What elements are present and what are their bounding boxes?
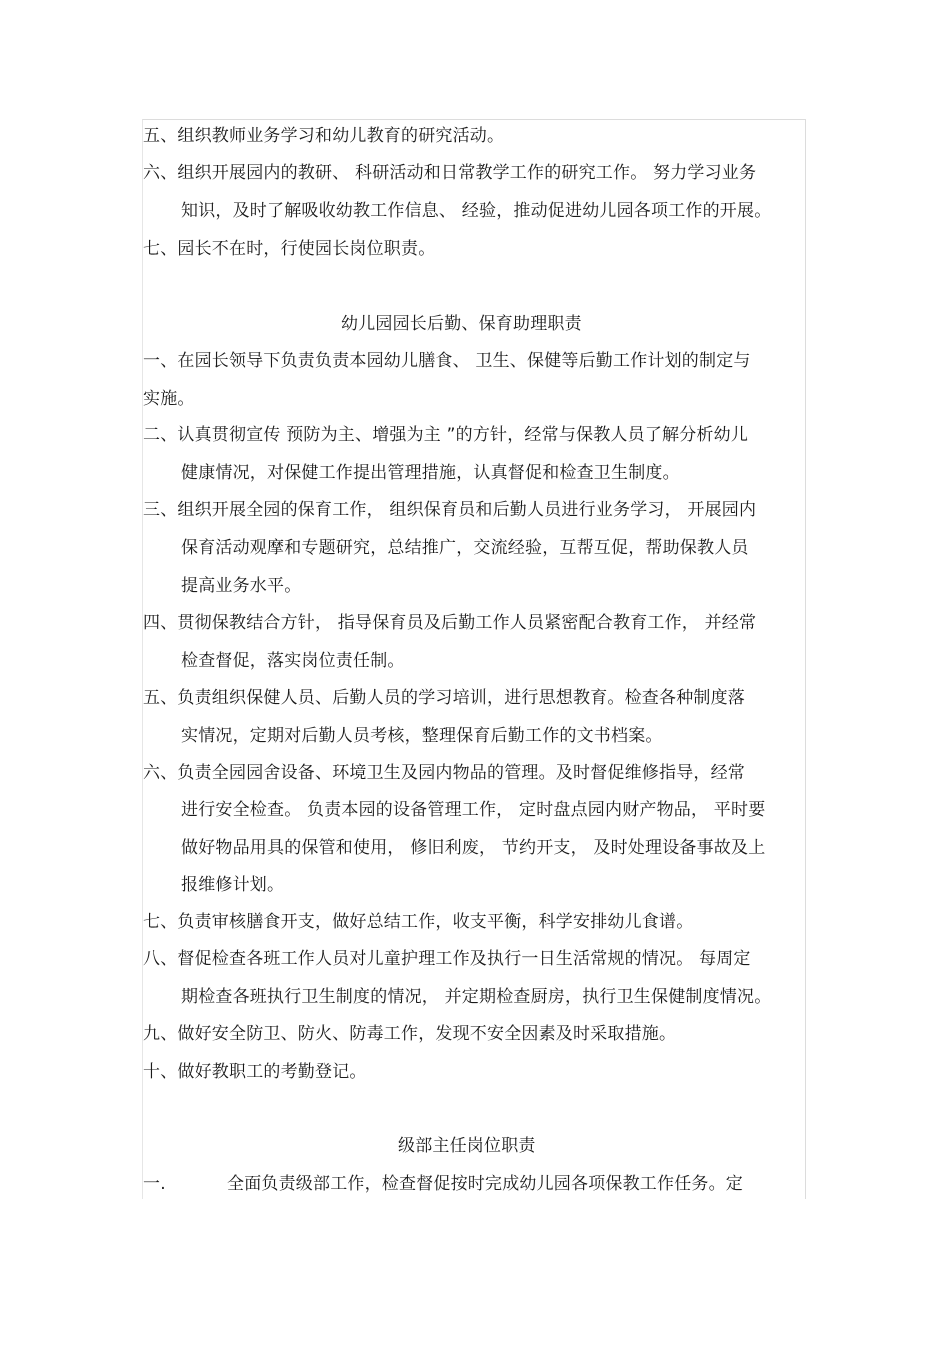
text-line: 保育活动观摩和专题研究，总结推广，交流经验，互帮互促，帮助保教人员 xyxy=(181,538,749,558)
section-title: 幼儿园园长后勤、保育助理职责 xyxy=(341,314,582,334)
section-title: 级部主任岗位职责 xyxy=(398,1136,536,1156)
text-line: 期检查各班执行卫生制度的情况， 并定期检查厨房，执行卫生保健制度情况。 xyxy=(181,987,772,1007)
text-line: 七、负责审核膳食开支，做好总结工作，收支平衡，科学安排幼儿食谱。 xyxy=(143,912,694,932)
text-line: 六、负责全园园舍设备、环境卫生及园内物品的管理。及时督促维修指导，经常 xyxy=(143,763,745,783)
text-line: 全面负责级部工作，检查督促按时完成幼儿园各项保教工作任务。定 xyxy=(227,1174,743,1194)
text-line: 知识，及时了解吸收幼教工作信息、 经验，推动促进幼儿园各项工作的开展。 xyxy=(181,201,772,221)
list-number: 一. xyxy=(143,1174,166,1194)
text-line: 检查督促，落实岗位责任制。 xyxy=(181,651,405,671)
text-line: 做好物品用具的保管和使用， 修旧利废， 节约开支， 及时处理设备事故及上 xyxy=(181,838,766,858)
text-line: 五、负责组织保健人员、后勤人员的学习培训，进行思想教育。检查各种制度落 xyxy=(143,688,745,708)
text-line: 七、园长不在时，行使园长岗位职责。 xyxy=(143,239,436,259)
text-line: 健康情况，对保健工作提出管理措施，认真督促和检查卫生制度。 xyxy=(181,463,680,483)
text-line: 实施。 xyxy=(143,389,195,409)
text-line: 六、组织开展园内的教研、 科研活动和日常教学工作的研究工作。 努力学习业务 xyxy=(143,163,757,183)
text-line: 三、组织开展全园的保育工作， 组织保育员和后勤人员进行业务学习， 开展园内 xyxy=(143,500,757,520)
text-line: 九、做好安全防卫、防火、防毒工作，发现不安全因素及时采取措施。 xyxy=(143,1024,677,1044)
text-line: 四、贯彻保教结合方针， 指导保育员及后勤工作人员紧密配合教育工作， 并经常 xyxy=(143,613,757,633)
text-line: 进行安全检查。 负责本园的设备管理工作， 定时盘点园内财产物品， 平时要 xyxy=(181,800,766,820)
text-line: 一、在园长领导下负责负责本园幼儿膳食、 卫生、保健等后勤工作计划的制定与 xyxy=(143,351,751,371)
text-line: 报维修计划。 xyxy=(181,875,285,895)
text-line: 十、做好教职工的考勤登记。 xyxy=(143,1062,367,1082)
text-line: 实情况，定期对后勤人员考核，整理保育后勤工作的文书档案。 xyxy=(181,726,663,746)
text-line: 提高业务水平。 xyxy=(181,576,302,596)
text-line: 五、组织教师业务学习和幼儿教育的研究活动。 xyxy=(143,126,505,146)
text-line: 八、督促检查各班工作人员对儿童护理工作及执行一日生活常规的情况。 每周定 xyxy=(143,949,751,969)
text-line: 二、认真贯彻宣传 预防为主、增强为主 ”的方针，经常与保教人员了解分析幼儿 xyxy=(143,425,749,445)
